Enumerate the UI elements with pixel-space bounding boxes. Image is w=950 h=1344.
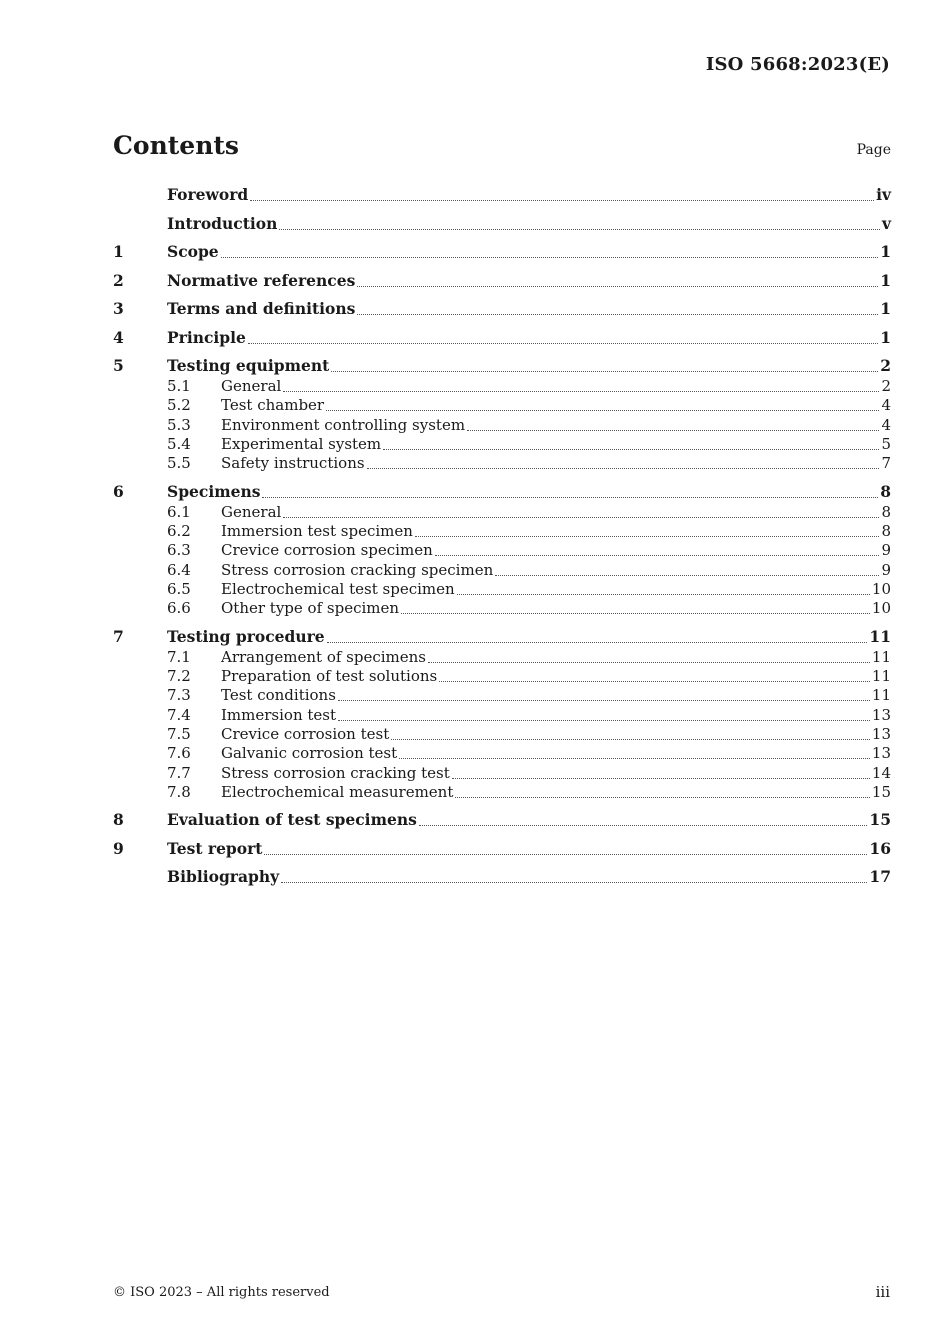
toc-entry-title[interactable]: Other type of specimen — [221, 599, 400, 618]
toc-entry-title[interactable]: Safety instructions — [221, 454, 365, 473]
toc-entry-page: 13 — [871, 705, 891, 724]
toc-entry-title[interactable]: Crevice corrosion test — [221, 724, 390, 743]
toc-entry-number: 8 — [113, 810, 124, 830]
toc-entry-title[interactable]: Test report — [167, 838, 263, 858]
toc-entry[interactable] — [113, 626, 891, 648]
toc-entry-page: 9 — [881, 560, 891, 579]
toc-entry-number: 5.4 — [167, 434, 191, 453]
toc-entry-title[interactable]: Introduction — [167, 213, 278, 233]
toc-entry-title[interactable]: Foreword — [167, 185, 249, 204]
page-number: iii — [875, 1283, 890, 1301]
toc-entry-number: 1 — [113, 242, 124, 261]
toc-entry-number: 6.1 — [167, 502, 191, 521]
toc-entry-number: 2 — [113, 270, 124, 290]
toc-entry[interactable] — [113, 241, 891, 263]
dot-leader — [357, 313, 878, 315]
toc-entry-page: 17 — [869, 867, 891, 887]
toc-entry-page: 5 — [881, 434, 891, 453]
toc-entry-title[interactable]: Testing equipment — [167, 356, 330, 375]
toc-entry[interactable] — [113, 327, 891, 349]
toc-entry-page: 16 — [869, 838, 891, 858]
toc-entry-title[interactable]: Immersion test specimen — [221, 522, 413, 540]
toc-entry-title[interactable]: Stress corrosion cracking specimen — [221, 560, 494, 579]
toc-entry-page: 9 — [881, 541, 891, 560]
toc-entry-title[interactable]: Test conditions — [221, 686, 336, 705]
document-id: ISO 5668:2023(E) — [705, 54, 890, 75]
toc-entry-number: 5.5 — [167, 454, 191, 473]
toc-entry[interactable] — [113, 298, 891, 320]
toc-entry-title[interactable]: Environment controlling system — [221, 415, 466, 434]
toc-entry[interactable] — [113, 270, 891, 292]
toc-entry-page: 4 — [881, 396, 891, 415]
toc-entry-title[interactable]: Specimens — [167, 481, 261, 501]
toc-entry-page: 13 — [871, 744, 891, 763]
toc-entry-title[interactable]: Scope — [167, 242, 219, 261]
toc-entry-number: 4 — [113, 327, 124, 347]
dot-leader — [435, 554, 880, 556]
dot-leader — [401, 612, 870, 614]
toc-entry-number: 7.8 — [167, 782, 191, 801]
toc-entry-page: 8 — [881, 522, 891, 540]
toc-entry-page: 4 — [881, 415, 891, 434]
toc-entry-number: 6.3 — [167, 541, 191, 560]
toc-entry-page: 2 — [881, 377, 891, 395]
toc-entry-title[interactable]: Evaluation of test specimens — [167, 810, 417, 830]
toc-entry[interactable] — [113, 184, 891, 206]
toc-entry-page: 11 — [869, 626, 891, 646]
toc-entry-number: 7.1 — [167, 647, 191, 666]
dot-leader — [331, 370, 878, 372]
toc-entry-page: 1 — [880, 299, 891, 318]
toc-entry-title[interactable]: Principle — [167, 327, 246, 347]
toc-entry-number: 7 — [113, 626, 124, 646]
dot-leader — [495, 574, 879, 576]
toc-entry-title[interactable]: General — [221, 377, 282, 395]
toc-entry[interactable] — [113, 809, 891, 831]
dot-leader — [283, 516, 879, 518]
dot-leader — [262, 496, 878, 498]
toc-entry-title[interactable]: Terms and definitions — [167, 299, 356, 318]
toc-entry-number: 5.2 — [167, 396, 191, 415]
dot-leader — [279, 228, 880, 230]
toc-entry[interactable] — [113, 452, 891, 474]
toc-entry-number: 5.3 — [167, 415, 191, 434]
dot-leader — [357, 285, 878, 287]
toc-entry[interactable] — [113, 213, 891, 235]
toc-entry-page: 14 — [871, 763, 891, 782]
toc-entry-number: 7.5 — [167, 724, 191, 743]
toc-entry-title[interactable]: Bibliography — [167, 867, 280, 887]
toc-entry-title[interactable]: Experimental system — [221, 434, 382, 453]
toc-entry[interactable] — [113, 781, 891, 803]
toc-entry[interactable] — [113, 355, 891, 377]
dot-leader — [383, 448, 879, 450]
toc-entry-number: 6 — [113, 481, 124, 501]
toc-entry-page: 13 — [871, 724, 891, 743]
toc-entry-number: 7.7 — [167, 763, 191, 782]
toc-entry-title[interactable]: Test chamber — [221, 396, 325, 415]
dot-leader — [281, 881, 867, 883]
toc-entry-title[interactable]: Normative references — [167, 270, 356, 290]
toc-entry-page: iv — [876, 185, 891, 204]
toc-entry-page: 15 — [871, 782, 891, 801]
toc-entry-title[interactable]: Electrochemical test specimen — [221, 579, 455, 598]
toc-entry-number: 7.3 — [167, 686, 191, 705]
toc-entry-page: 1 — [880, 327, 891, 347]
dot-leader — [338, 719, 870, 721]
toc-entry-title[interactable]: Electrochemical measurement — [221, 782, 454, 801]
toc-entry-number: 6.5 — [167, 579, 191, 598]
toc-entry[interactable] — [113, 481, 891, 503]
dot-leader — [415, 535, 880, 537]
dot-leader — [457, 593, 870, 595]
toc-entry-number: 7.2 — [167, 667, 191, 685]
toc-entry-title[interactable]: Immersion test — [221, 705, 337, 724]
toc-entry-page: 8 — [881, 502, 891, 521]
toc-entry-page: 11 — [871, 686, 891, 705]
toc-entry-number: 6.2 — [167, 522, 191, 540]
dot-leader — [283, 390, 879, 392]
toc-entry-title[interactable]: Arrangement of specimens — [221, 647, 426, 666]
toc-entry[interactable] — [113, 866, 891, 888]
dot-leader — [327, 641, 868, 643]
dot-leader — [264, 853, 867, 855]
toc-entry-page: 10 — [871, 579, 891, 598]
toc-entry-title[interactable]: Preparation of test solutions — [221, 667, 438, 685]
toc-entry-page: 2 — [880, 356, 891, 375]
copyright-notice: © ISO 2023 – All rights reserved — [113, 1285, 330, 1300]
toc-entry[interactable] — [113, 597, 891, 619]
contents-heading-row — [113, 131, 891, 160]
dot-leader — [367, 467, 880, 469]
toc-entry-number: 7.4 — [167, 705, 191, 724]
dot-leader — [391, 738, 870, 740]
toc-entry-page: 1 — [880, 242, 891, 261]
page-column-label: Page — [856, 142, 891, 158]
dot-leader — [248, 342, 878, 344]
toc-entry-number: 5 — [113, 356, 124, 375]
dot-leader — [250, 199, 874, 201]
toc-entry-number: 7.6 — [167, 744, 191, 763]
toc-entry-page: v — [881, 213, 891, 233]
toc-entry-title[interactable]: Stress corrosion cracking test — [221, 763, 450, 782]
dot-leader — [221, 256, 879, 258]
toc-entry[interactable] — [113, 838, 891, 860]
toc-entry-number: 6.6 — [167, 599, 191, 618]
dot-leader — [338, 699, 870, 701]
toc-entry-page: 10 — [871, 599, 891, 618]
toc-entry-number: 6.4 — [167, 560, 191, 579]
toc-entry-page: 1 — [880, 270, 891, 290]
dot-leader — [439, 680, 870, 682]
toc-entry-number: 3 — [113, 299, 124, 318]
toc-entry-page: 7 — [881, 454, 891, 473]
toc-entry-page: 8 — [880, 481, 891, 501]
toc-entry-number: 9 — [113, 838, 124, 858]
toc-entry-title[interactable]: Galvanic corrosion test — [221, 744, 398, 763]
toc-entry-title[interactable]: Crevice corrosion specimen — [221, 541, 433, 560]
toc-entry-page: 11 — [871, 647, 891, 666]
contents-heading: Contents — [113, 131, 240, 160]
dot-leader — [467, 429, 879, 431]
toc-entry-page: 15 — [869, 810, 891, 830]
toc-entry-title[interactable]: General — [221, 502, 282, 521]
dot-leader — [455, 796, 870, 798]
toc-entry-page: 11 — [871, 667, 891, 685]
dot-leader — [419, 824, 868, 826]
dot-leader — [326, 409, 879, 411]
toc-entry-title[interactable]: Testing procedure — [167, 626, 325, 646]
dot-leader — [428, 661, 870, 663]
dot-leader — [399, 757, 870, 759]
dot-leader — [452, 777, 870, 779]
toc-entry-number: 5.1 — [167, 377, 191, 395]
